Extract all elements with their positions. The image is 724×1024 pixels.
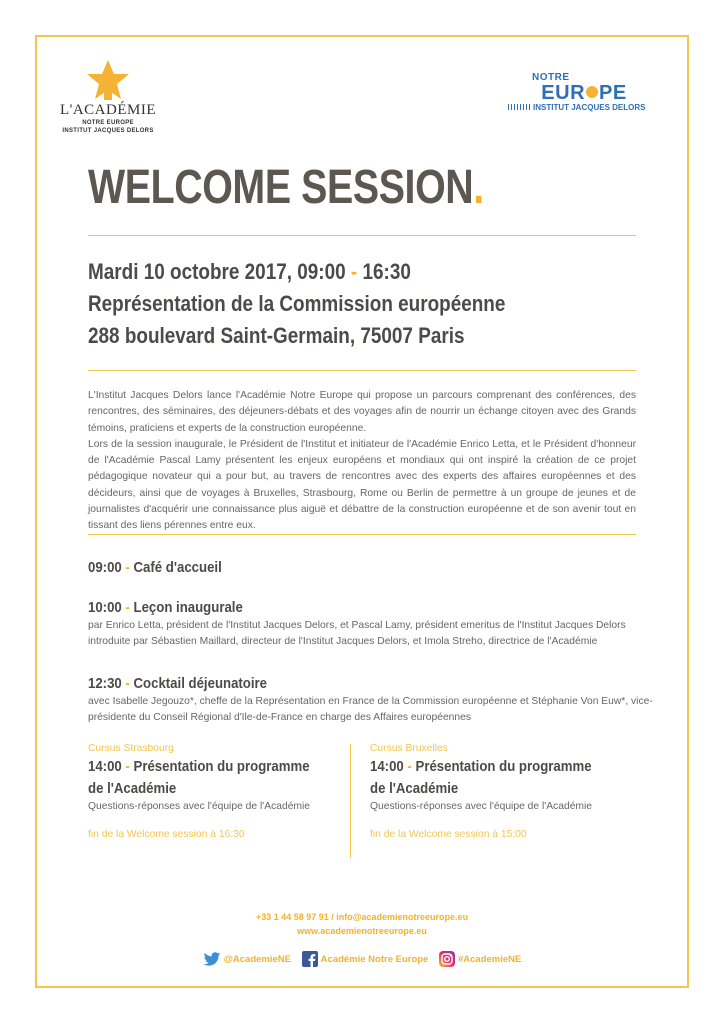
cursus-time: 14:00 bbox=[88, 758, 122, 775]
ne-logo-line1: NOTRE bbox=[532, 72, 570, 83]
cursus-end: fin de la Welcome session à 15:00 bbox=[370, 829, 527, 840]
facebook-name: Académie Notre Europe bbox=[320, 953, 429, 965]
event-date bbox=[88, 256, 505, 288]
twitter-icon bbox=[203, 952, 221, 967]
schedule-desc: par Enrico Letta, président de l'Institut Jacques Delors, et Pascal Lamy, président emeritus de l'Institut Jacques Delors bbox=[88, 620, 626, 631]
schedule-time: 12:30 bbox=[88, 675, 122, 692]
ne-logo-bars-icon bbox=[508, 104, 530, 110]
schedule-item bbox=[88, 558, 240, 578]
cursus-title1: Présentation du programme bbox=[133, 758, 310, 775]
cursus-title2: de l'Académie bbox=[88, 780, 177, 797]
cursus-column-strasbourg bbox=[88, 742, 348, 842]
divider-mid bbox=[88, 370, 636, 371]
cursus-title1: Présentation du programme bbox=[415, 758, 592, 775]
ne-logo-dot-icon bbox=[586, 86, 598, 98]
schedule-desc: présidente du Conseil Régional d'Ile-de-France en charge des Affaires européennes bbox=[88, 712, 472, 723]
logo-line2: INSTITUT JACQUES DELORS bbox=[62, 128, 154, 134]
instagram-link[interactable] bbox=[439, 951, 521, 967]
cursus-desc: Questions-réponses avec l'équipe de l'Académie bbox=[370, 801, 593, 812]
notre-europe-logo bbox=[508, 72, 660, 113]
intro-paragraph-1: L'Institut Jacques Delors lance l'Académie Notre Europe qui propose un parcours comprenant des conférences, des rencontres, des séminaires, des déjeuners-débats et des voyages afin de nourrir un échange citoyen avec des Grands témoins, praticiens et experts de la construction européenne. bbox=[88, 390, 636, 434]
event-info bbox=[88, 256, 505, 352]
schedule-heading bbox=[88, 674, 585, 694]
cursus-sep: - bbox=[403, 758, 416, 775]
schedule-item bbox=[88, 598, 626, 650]
ne-logo-line3 bbox=[508, 103, 660, 113]
schedule-time: 10:00 bbox=[88, 599, 122, 616]
schedule-desc: introduite par Sébastien Maillard, directeur de l'Institut Jacques Delors, et Imola Streho, directrice de l'Académie bbox=[88, 636, 598, 647]
divider-lower bbox=[88, 534, 636, 535]
schedule-heading bbox=[88, 598, 561, 618]
page-title bbox=[88, 160, 484, 216]
schedule-title: Café d'accueil bbox=[133, 559, 222, 576]
schedule-title: Cocktail déjeunatoire bbox=[133, 675, 268, 692]
instagram-icon bbox=[439, 951, 455, 967]
ne-logo-institut: INSTITUT bbox=[533, 103, 569, 112]
intro-paragraph-2: Lors de la session inaugurale, le Président de l'Institut et initiateur de l'Académie Enrico Letta, et le Président d'honneur de l'Académie Pascal Lamy présentent les enjeux européens et mondiaux qui ont inspiré la création de ce projet pédagogique novateur qui a pour but, au travers de rencontres avec des experts des affaires européennes et des décideurs, ainsi que de voyages à Bruxelles, Strasbourg, Rome ou Berlin de permettre à un groupe de jeunes et de journalistes d'acquérir une connaissance plus aiguë et débattre de la construction européenne et de son avenir tout en tissant des liens pérennes entre eux. bbox=[88, 438, 636, 532]
intro-text bbox=[88, 388, 636, 535]
cursus-label: Cursus Strasbourg bbox=[88, 743, 174, 754]
event-date-sep: - bbox=[345, 259, 363, 284]
schedule-title: Leçon inaugurale bbox=[133, 599, 243, 616]
logo-name: L'ACADÉMIE bbox=[59, 102, 157, 118]
twitter-link[interactable] bbox=[203, 952, 291, 967]
schedule-sep: - bbox=[121, 559, 134, 576]
schedule-desc: avec Isabelle Jegouzo*, cheffe de la Représentation en France de la Commission européenne et Stéphanie Von Euw*, vice- bbox=[88, 696, 653, 707]
academie-logo bbox=[58, 58, 158, 135]
event-address: 288 boulevard Saint-Germain, 75007 Paris bbox=[88, 323, 465, 348]
cursus-desc: Questions-réponses avec l'équipe de l'Académie bbox=[88, 801, 311, 812]
ne-logo-pe: PE bbox=[599, 82, 627, 104]
cursus-heading bbox=[370, 756, 599, 778]
schedule-sep: - bbox=[121, 675, 134, 692]
schedule-time: 09:00 bbox=[88, 559, 122, 576]
ne-logo-eur: EUR bbox=[541, 82, 586, 104]
event-date-end: 16:30 bbox=[362, 259, 411, 284]
event-date-start: Mardi 10 octobre 2017, 09:00 bbox=[88, 259, 346, 284]
title-text: WELCOME SESSION bbox=[88, 161, 474, 214]
divider-top bbox=[88, 235, 636, 236]
cursus-heading bbox=[88, 756, 317, 778]
schedule-sep: - bbox=[121, 599, 134, 616]
cursus-time: 14:00 bbox=[370, 758, 404, 775]
social-links bbox=[0, 951, 724, 967]
contact-phone-email[interactable]: +33 1 44 58 97 91 / info@academienotreeurope.eu bbox=[255, 912, 469, 922]
contact-website[interactable]: www.academienotreeurope.eu bbox=[297, 926, 427, 936]
facebook-icon bbox=[302, 951, 318, 967]
event-venue: Représentation de la Commission européenne bbox=[88, 291, 506, 316]
twitter-handle: @AcademieNE bbox=[223, 953, 291, 965]
schedule-item bbox=[88, 674, 653, 726]
cursus-sep: - bbox=[121, 758, 134, 775]
instagram-handle: #AcademieNE bbox=[457, 953, 522, 965]
facebook-link[interactable] bbox=[302, 951, 429, 967]
star-icon bbox=[83, 58, 133, 102]
logo-line1: NOTRE EUROPE bbox=[82, 120, 134, 126]
cursus-column-bruxelles bbox=[370, 742, 630, 842]
ne-logo-line2 bbox=[508, 83, 660, 103]
cursus-end: fin de la Welcome session à 16:30 bbox=[88, 829, 245, 840]
schedule-heading bbox=[88, 558, 222, 578]
cursus-title2: de l'Académie bbox=[370, 780, 459, 797]
ne-logo-jd: JACQUES DELORS bbox=[571, 103, 646, 112]
column-divider bbox=[350, 744, 351, 858]
title-dot: . bbox=[473, 161, 484, 214]
cursus-label: Cursus Bruxelles bbox=[370, 743, 448, 754]
